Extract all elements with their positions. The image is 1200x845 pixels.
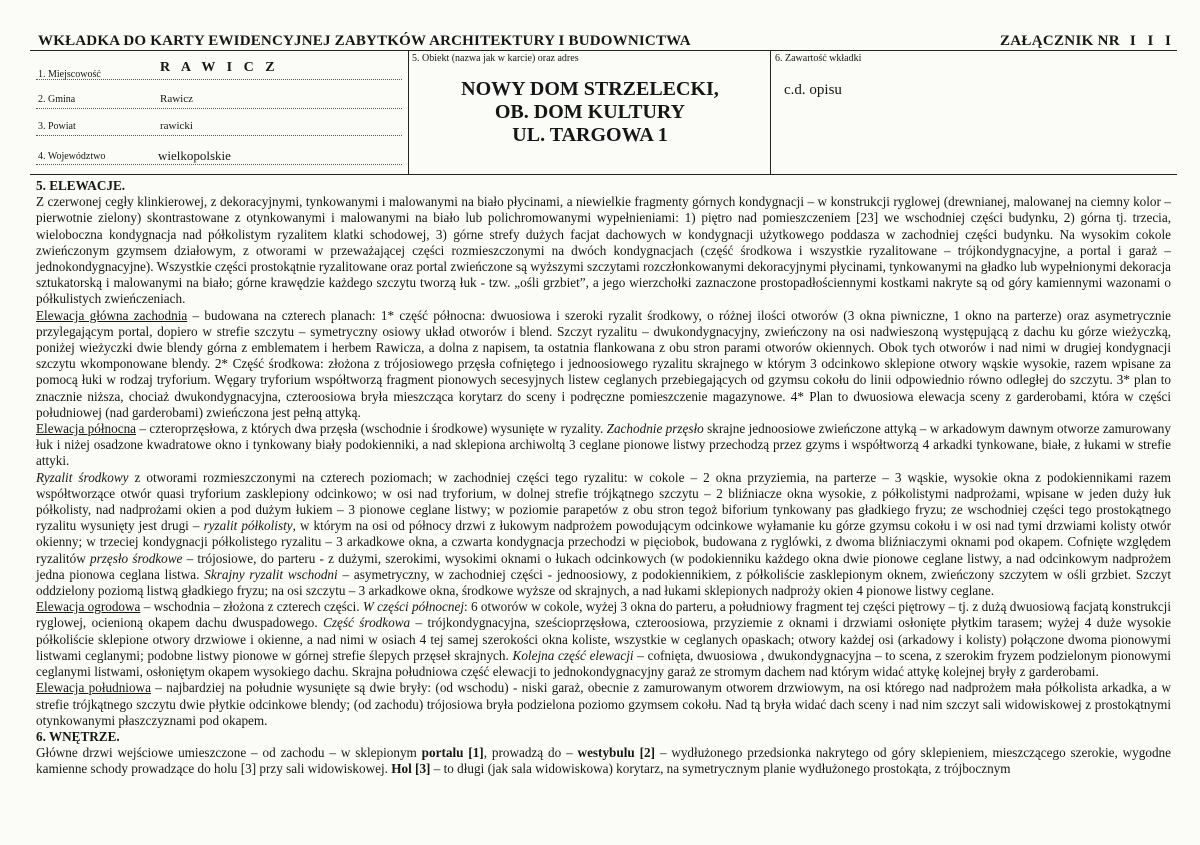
middle-risalit-italic-3: przęsło środkowe bbox=[90, 550, 183, 566]
object-line-1: NOWY DOM STRZELECKI, bbox=[461, 78, 719, 100]
annex-label bbox=[1000, 33, 1175, 50]
annex-label-text: ZAŁĄCZNIK NR bbox=[1000, 33, 1120, 49]
form-top-border bbox=[30, 50, 1177, 51]
section-6-text-4: – to długi (jak sala widowiskowa) korytarz, na symetrycznym planie wydłużonego prostokąta, z trójbocznym bbox=[430, 761, 1011, 777]
object-label: 5. Obiekt (nazwa jak w karcie) oraz adres bbox=[412, 53, 579, 64]
section-6-text-2: , prowadzą do – bbox=[483, 745, 578, 761]
paragraph-north-elevation bbox=[36, 421, 1171, 470]
garden-elevation-heading: Elewacja ogrodowa bbox=[36, 599, 141, 615]
north-elevation-text-1: – czteroprzęsłowa, z których dwa przęsła (wschodnie i środkowe) wysunięte w ryzality. bbox=[136, 421, 607, 437]
field-wojewodztwo-label: 4. Województwo bbox=[38, 151, 106, 162]
west-elevation-text: – budowana na czterech planach: 1* część północna: dwuosiowa i szeroki ryzalit środkowy, o różnej ilości otworów (3 okna piwniczne, 1 okno na parterze) oraz asymetrycznie przylegającym portal, dopiero w strefie szczytu – symetryczny osiowy układ otworów i blend. Szczyt ryzalitu – dwukondygnacyjny, zwieńczony na osi nadwieszoną występującą z dachu ku górze wieżyczką, poniżej wieżyczki dwie blendy górna z emblematem i herbem Rawicza, a dolna z napisem, ta ostatnia flankowana z obu stron parami otworów okiennych. Obok tych otworów i nad nimi w drugiej kondygnacji szczytu wkomponowane blendy. 2* Część środkowa: złożona z trójosiowego przęsła cofniętego i jednoosiowego ryzalitu skrajnego w którym 3 odcinkowo sklepione otwory wąskie wysokie, razem wpisane za pomocą łuki w rodzaj tryforium. Węgary tryforium współtworzą fragment pionowych secesyjnych listew ceglanych przebiegających od gzymsu cokołu do linii odpowiednio równo odległej do szczytu. 3* plan to znacznie niższa, chociaż dwukondygnacyjna, czteroosiowa bryła mieszcząca korytarz do sceny i podręczne pomieszczenie magazynowe. 4* Plan to dwuosiowa elewacja sceny z garderobami, która w części południowej (nad garderobami) zwieńczona jest pełną attyką. bbox=[36, 307, 1172, 420]
field-line bbox=[36, 108, 402, 109]
document-body bbox=[36, 178, 1171, 778]
field-miejscowosc-label: 1. Miejscowość bbox=[38, 69, 101, 80]
garden-elevation-text-3: – trójkondygnacyjna, sześcioprzęsłowa, czteroosiowa, przyziemie z oknami i drzwiami osłonięte płytkim tarasem; wyżej 4 duże wysokie półkoliście sklepione otwory drzwiowe i okienne, a nad nimi w osiach 4 tej samej szerokości okna koliste, wszystkie w ceglanych opaskach; otwory każdej osi (arkadowy i kolisty) połączone dwoma pionowymi listwami ceglanymi; podobne listwy pionowe w górnej strefie ślepych przęseł skrajnych. bbox=[36, 615, 1171, 663]
section-6-bold-1: portalu [1] bbox=[421, 745, 484, 761]
middle-risalit-italic-2: ryzalit półkolisty bbox=[203, 518, 293, 534]
section-6-text bbox=[36, 745, 1171, 777]
object-name bbox=[412, 78, 768, 147]
middle-risalit-text-4: – asymetryczny, w zachodniej części - jednoosiowy, z podokiennikiem, z półkoliście zasklepionym oknem, zwieńczony szczytem w ośli grzbiet. Szczyt oddzielony poziomą listwą gładkiego fryzu; na osi szczytu – 3 arkadkowe okna, środkowe wyższe od skrajnych, a nad łukami sklepionych nadproży okien 4 pionowe listwy ceglane. bbox=[36, 566, 1171, 599]
contents-label: 6. Zawartość wkładki bbox=[775, 53, 862, 64]
north-elevation-text-2: skrajne jednoosiowe zwieńczone attyką – w arkadowym dawnym otworze zamurowany łuk i niżej osadzone kwadratowe okno i tynkowany biały podokienniki, a nad sklepiona archiwoltą 3 ceglane pionowe listwy przechodzą przez gzyms i współtworzą 4 arkadki tynkowane, białe, z łukami w strefie attyki. bbox=[36, 421, 1171, 469]
middle-risalit-text-2: , w którym na osi od północy drzwi z łukowym nadprożem powodującym odcinkowe wyłamanie ku górze gzymsu cokołu i w osi nad tymi drzwiami kolisty otwór okienny; w trzeciej kondygnacji półkolistego ryzalitu – 3 arkadkowe okna, a czwarta kondygnacja przechodzi w pięciobok, budowana z ryglówki, z dwoma bliźniaczymi oknami pod okapem. Cofnięte względem ryzalitów bbox=[36, 518, 1171, 566]
section-5-intro: Z czerwonej cegły klinkierowej, z dekoracyjnymi, tynkowanymi i malowanymi na biało płycinami, a niewielkie fragmenty górnych kondygnacji – w konstrukcji ryglowej (drewnianej, malowanej na ciemny kolor – pierwotnie zielony) skontrastowane z otynkowanymi i malowanymi na biało lub polichromowanymi wypełnieniami: 1) piętro nad pomieszczeniem [23] we wschodniej części budynku, 2) górna tj. trzecia, wieloboczna kondygnacja nad półkolistym ryzalitem klatki schodowej, 3) górne strefy dużych facjat dachowych w kondygnacji użytkowego poddasza w zachodniej części budynku. Na wysokim cokole zwieńczonym gzymsem działowym, z otworami w przeważającej części rozmieszczonymi na dwóch kondygnacjach (część środkowa i wszystkie ryzalitowane – trójkondygnacyjne, a portal i garaż – jednokondygnacyjne). Wszystkie części prostokątnie ryzalitowane oraz portal zwieńczone są wyższymi szczytami rozczłonkowanymi dekoracyjnymi płycinami, tynkowanymi na gładko lub wypełnionymi dekoracja sztukatorską i malowanymi na biało; górne krawędzie każdego szczytu tworzą łuk - tzw. „ośli grzbiet”, a jego wierzchołki zaznaczone prostopadłościennymi kostkami nakryte są od góry kamiennymi wazonami o półkulistych zwieńczeniach. bbox=[36, 194, 1171, 307]
form-title: WKŁADKA DO KARTY EWIDENCYJNEJ ZABYTKÓW ARCHITEKTURY I BUDOWNICTWA bbox=[38, 33, 691, 49]
field-wojewodztwo-value: wielkopolskie bbox=[158, 148, 231, 163]
field-powiat-value: rawicki bbox=[160, 120, 193, 132]
south-elevation-text: – najbardziej na południe wysunięte są dwie bryły: (od wschodu) - niski garaż, obecnie z zamurowanym otworem drzwiowym, na osi którego nad nadprożem mała półkolista arkadka, a w strefie trójkątnego szczytu dwie płytkie odcinkowe blendy; (od zachodu) trójosiowa bryła podzielona poziomo gzymsem cokołu. Nad tą bryła widać dach sceny i nad nim szczyt sali widowiskowej z prostokątnymi otynkowanymi płaszczyznami pod okapem. bbox=[36, 680, 1171, 728]
paragraph-middle-risalit bbox=[36, 470, 1171, 600]
paragraph-west-elevation bbox=[36, 308, 1171, 421]
garden-elevation-italic-2: Część środkowa bbox=[323, 615, 411, 631]
garden-elevation-text-4: – cofnięta, dwuosiowa , dwukondygnacyjna – to scena, z szerokim fryzem podzielonym pionowymi ceglanymi listwami, osłoniętym okapem wysokiego dachu. Skrajna południowa część elewacji to jednokondygnacyjny garaż ze stromym dachem nad którym widać attykę kolejnej bryły z garderobami. bbox=[36, 647, 1171, 680]
middle-risalit-text-3: – trójosiowe, do parteru - z dużymi, szerokimi, wysokimi oknami o łukach odcinkowych (w podokienniku każdego okna dwie pionowe ceglane listwy, a nad odcinkowym nadprożem jedna pionowa ceglana listwa. bbox=[36, 550, 1171, 582]
north-elevation-heading: Elewacja północna bbox=[36, 421, 137, 437]
field-miejscowosc-value: R A W I C Z bbox=[160, 60, 279, 75]
annex-number: I I I bbox=[1129, 33, 1175, 49]
section-6-text-1: Główne drzwi wejściowe umieszczone – od zachodu – w sklepionym bbox=[36, 745, 422, 761]
field-line bbox=[36, 135, 402, 136]
paragraph-garden-elevation bbox=[36, 599, 1171, 680]
garden-elevation-text-2: : 6 otworów w cokole, wyżej 3 okna do parteru, a południowy fragment tej części piętrowy – tj. z dużą dwuosiową facjatą konstrukcji ryglowej, ocienioną okapem dachu dwuspadowego. bbox=[36, 599, 1171, 631]
south-elevation-heading: Elewacja południowa bbox=[36, 680, 151, 696]
field-line bbox=[36, 79, 402, 80]
field-line bbox=[36, 164, 402, 165]
north-elevation-italic-1: Zachodnie przęsło bbox=[606, 421, 704, 437]
contents-value: c.d. opisu bbox=[784, 82, 842, 98]
section-6-bold-2: westybulu [2] bbox=[577, 745, 655, 761]
form-bottom-border bbox=[30, 174, 1177, 175]
field-gmina-value: Rawicz bbox=[160, 93, 193, 105]
section-6-heading: 6. WNĘTRZE. bbox=[36, 728, 120, 744]
garden-elevation-italic-3: Kolejna część elewacji bbox=[512, 647, 634, 663]
section-6-bold-3: Hol [3] bbox=[391, 761, 431, 777]
west-elevation-heading: Elewacja główna zachodnia bbox=[36, 307, 188, 323]
divider-right bbox=[770, 50, 771, 174]
middle-risalit-italic: Ryzalit środkowy bbox=[36, 469, 129, 485]
field-powiat-label: 3. Powiat bbox=[38, 121, 76, 132]
field-gmina-label: 2. Gmina bbox=[38, 94, 76, 105]
garden-elevation-italic-1: W części północnej bbox=[362, 599, 464, 615]
object-line-3: UL. TARGOWA 1 bbox=[512, 124, 668, 146]
section-5-heading: 5. ELEWACJE. bbox=[36, 178, 126, 193]
middle-risalit-text-1: z otworami rozmieszczonymi na czterech poziomach; w zachodniej części tego ryzalitu: w cokole – 2 okna przyziemia, na parterze – 3 wąskie, wysokie okna z podokiennikami razem współtworzące otwór quasi tryforium zasklepiony odcinkowo; w osi nad tryforium, w dolnej strefie trójkątnego szczytu – 2 bliźniacze okna wysokie, z półkolistymi nadprożami, wpisane w jeden duży łuk półkolisty, nad nadprożami okien a pod dużym łukiem – 3 pionowe ceglane listwy; w poziomie parapetów z obu stron tegoż biforium tynkowany pas gładkiego fryzu; ze wschodniej części tego prostokątnego ryzalitu wysunięty jest drugi – bbox=[36, 469, 1171, 534]
paragraph-south-elevation bbox=[36, 680, 1171, 729]
middle-risalit-italic-4: Skrajny ryzalit wschodni bbox=[204, 566, 338, 582]
object-line-2: OB. DOM KULTURY bbox=[494, 101, 686, 123]
section-6-text-3: – wydłużonego przedsionka nakrytego od góry sklepieniem, mieszczącego szerokie, wygodne kamienne schody prowadzące do holu [3] przy sali widowiskowej. bbox=[36, 745, 1171, 777]
divider-left bbox=[408, 50, 409, 174]
garden-elevation-text-1: – wschodnia – złożona z czterech części. bbox=[140, 599, 363, 615]
